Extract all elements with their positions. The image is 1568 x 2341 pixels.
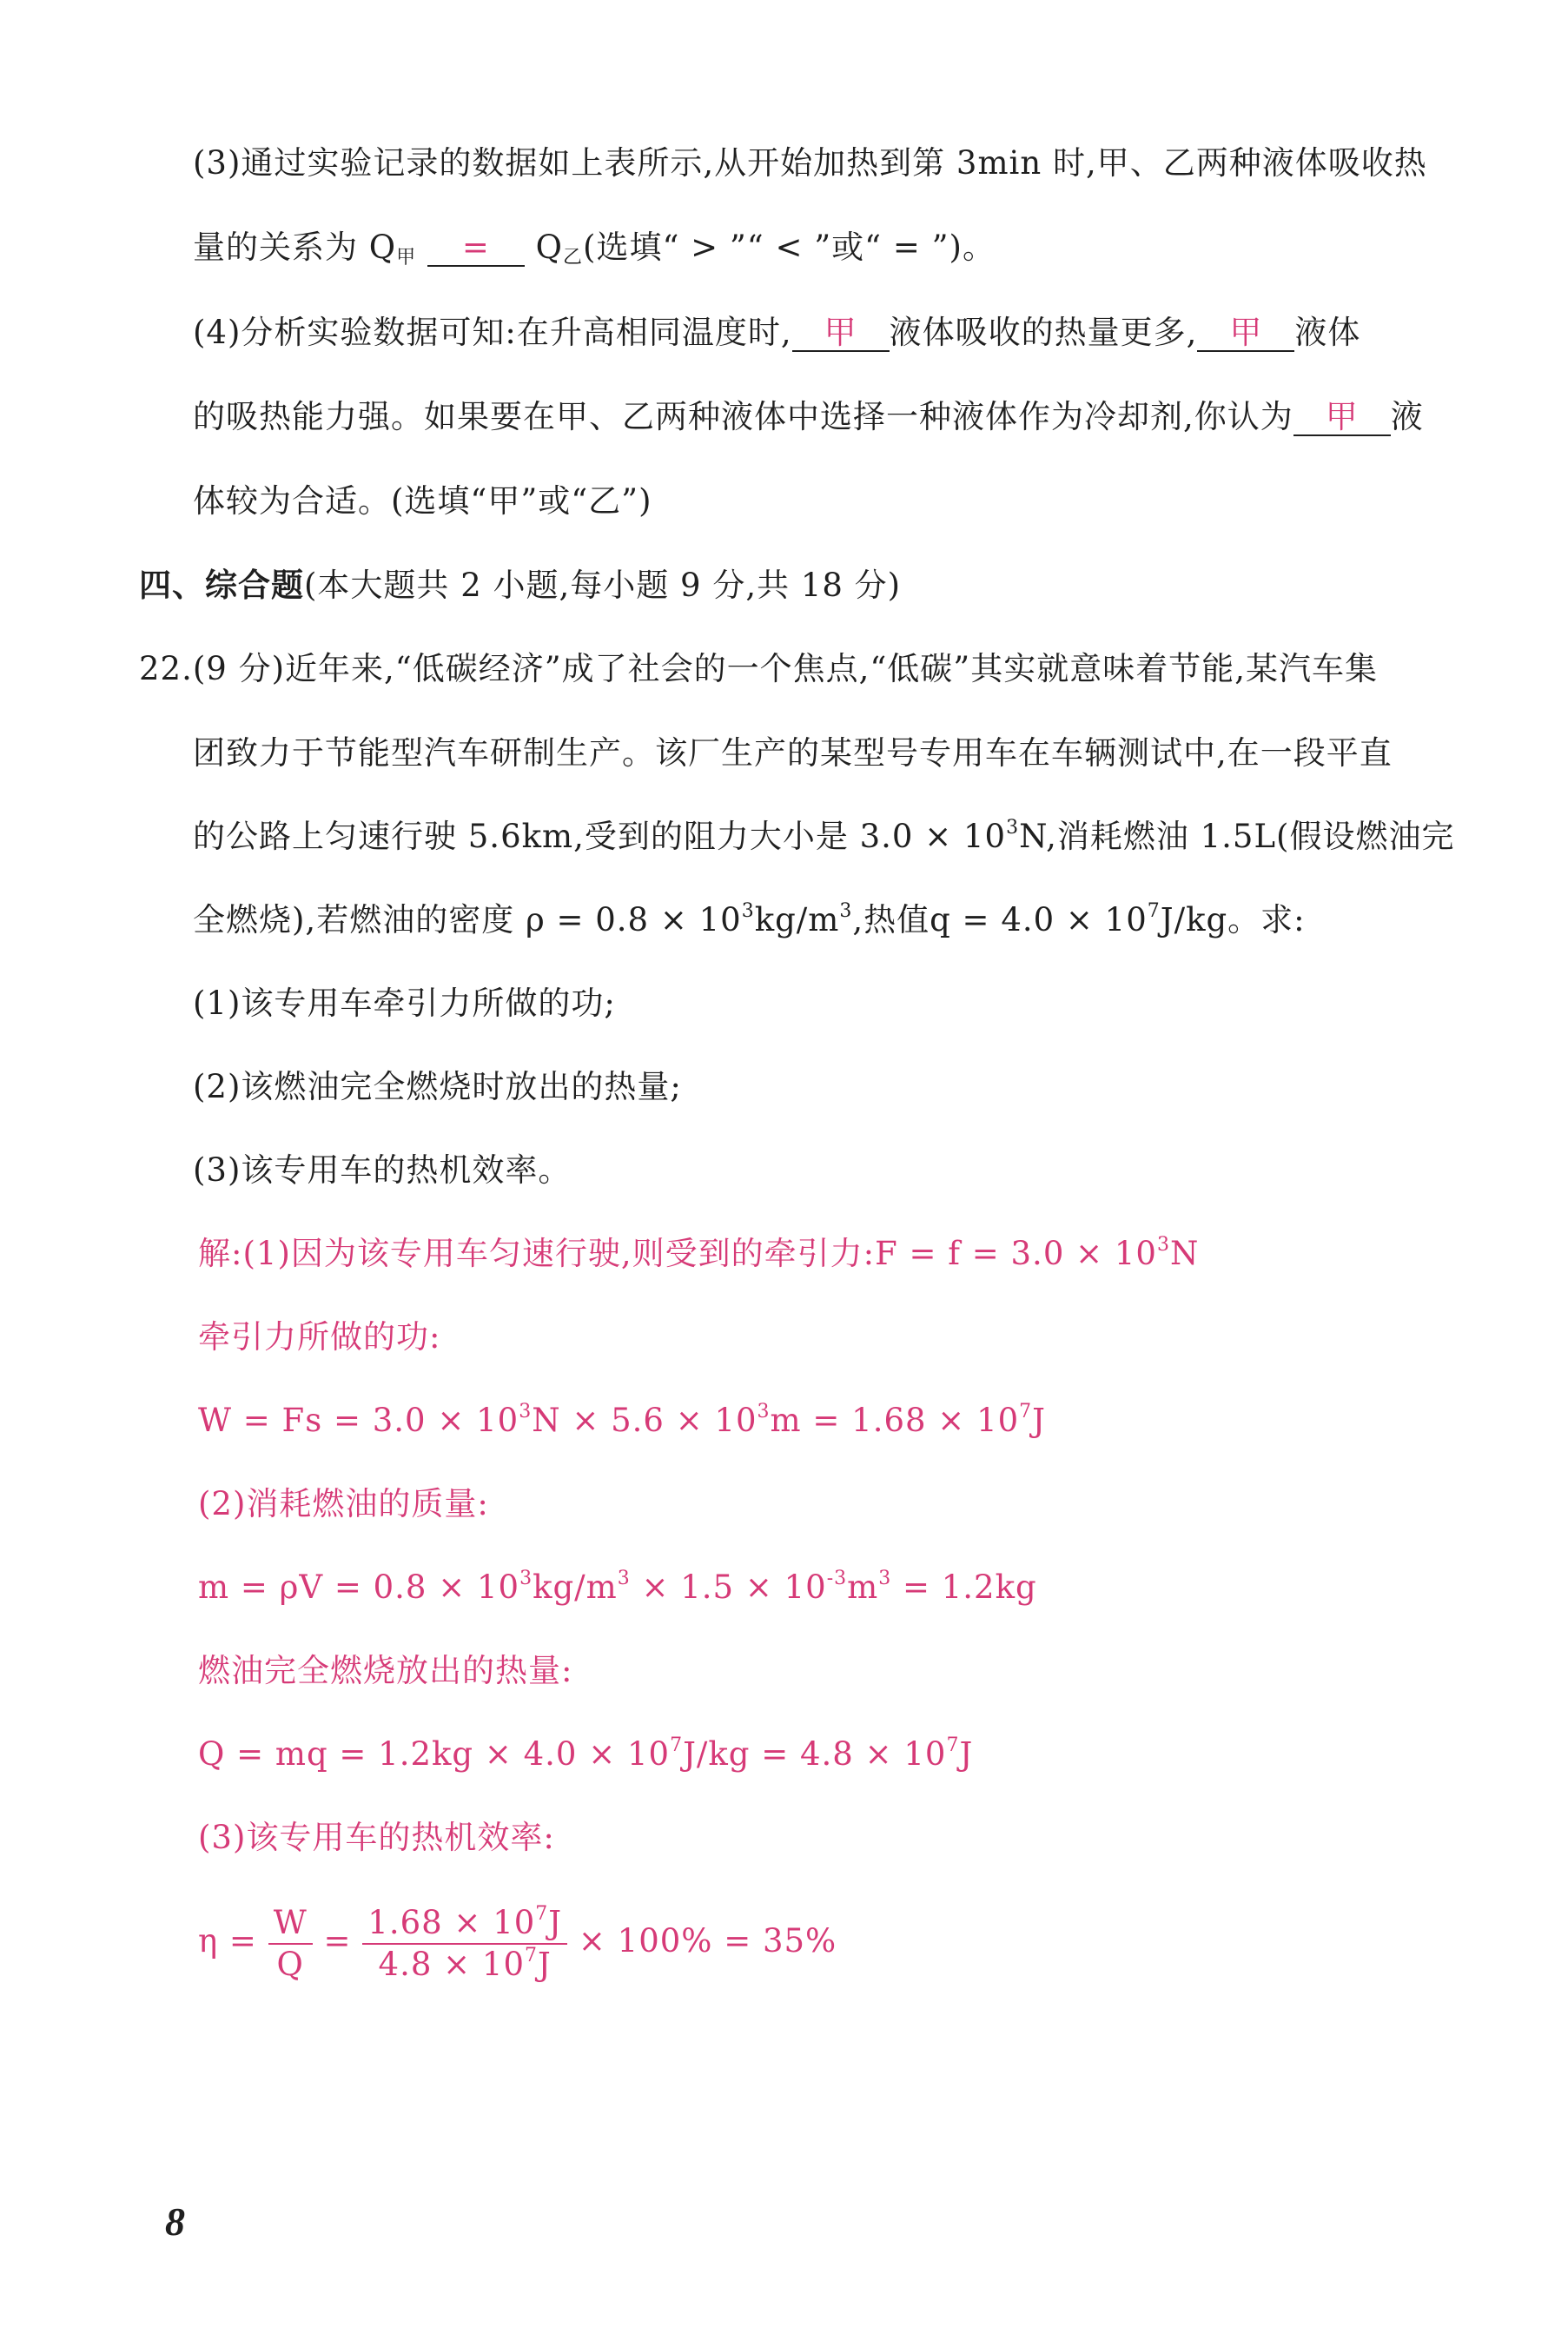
solution-line7: Q = mq = $1.2kg \times 4.0 \times 10^7J/kg = 4.8 \times 10^7J$ [198, 1734, 974, 1773]
solution-line4: (2)消耗燃油的质量: [198, 1485, 489, 1522]
q21-part4-line2: 的吸热能力强。如果要在甲、乙两种液体中选择一种液体作为冷却剂,你认为 甲 液 [193, 398, 1424, 435]
fraction-numeric: $\frac{1.68 \times 10^7J}{4.8 \times 10^7J}$ [362, 1903, 567, 1985]
q22-line2: 团致力于节能型汽车研制生产。该厂生产的某型号专用车在车辆测试中,在一段平直 [193, 734, 1393, 772]
section-note: (本大题共 2 小题,每小题 9 分,共 18 分) [304, 567, 902, 604]
solution-line5: $m = \rho V = 0.8 \times 10^3kg/m^3 \times 1.5 \times 10^{-3}m^3 = 1.2kg$ [198, 1568, 1037, 1606]
q21-part3-line2: 量的关系为 $Q_甲 = Q_乙$(选填“ > ”“ < ”或“ = ”)。 [193, 229, 996, 269]
fraction-w-over-q: $\frac{W}{Q}$ [268, 1903, 313, 1985]
section-title: 四、综合题 [139, 566, 304, 604]
q22-line1: 22.(9 分)近年来,“低碳经济”成了社会的一个焦点,“低碳”其实就意味着节能,某汽车集 [139, 650, 1378, 687]
solution-line8: (3)该专用车的热机效率: [198, 1819, 555, 1856]
q22-sub2: (2)该燃油完全燃烧时放出的热量; [193, 1068, 682, 1105]
q22-line4: 全燃烧),若燃油的密度 $\rho = 0.8 \times 10^3kg/m^3$,热值$q = 4.0 \times 10^7J/kg$。求: [193, 900, 1306, 938]
q21-part3-line1: (3)通过实验记录的数据如上表所示,从开始加热到第 3min 时,甲、乙两种液体吸收热 [193, 144, 1427, 182]
q21-part4-line3: 体较为合适。(选填“甲”或“乙”) [193, 482, 652, 520]
section-heading [139, 563, 901, 607]
q22-line3: 的公路上匀速行驶 5.6km,受到的阻力大小是 $3.0 \times 10^3N$,消耗燃油 1.5L(假设燃油完 [193, 817, 1455, 855]
solution-line3: $W = Fs = 3.0 \times 10^3N \times 5.6 \times 10^3m = 1.68 \times 10^7J$ [198, 1401, 1046, 1439]
answer-blank-more-heat: 甲 [792, 315, 890, 352]
q22-sub3: (3)该专用车的热机效率。 [193, 1151, 572, 1189]
solution-line2: 牵引力所做的功: [198, 1318, 441, 1356]
q21-part4-line1: (4)分析实验数据可知:在升高相同温度时, 甲 液体吸收的热量更多, 甲 液体 [193, 314, 1361, 351]
solution-line6: 燃油完全燃烧放出的热量: [198, 1652, 573, 1689]
q22-sub1: (1)该专用车牵引力所做的功; [193, 985, 616, 1022]
efficiency-formula: η = $\frac{W}{Q}$ = $\frac{1.68 \times 10^7J}{4.8 \times 10^7J}$ × 100% = 35% [198, 1902, 837, 1983]
page-number: 8 [165, 2199, 185, 2244]
answer-blank-coolant: 甲 [1293, 400, 1391, 436]
answer-blank-heat-capacity: 甲 [1197, 315, 1294, 352]
solution-line1: 解:(1)因为该专用车匀速行驶,则受到的牵引力:F = $f = 3.0 \times 10^3N$ [198, 1234, 1200, 1272]
answer-blank-comparison: = [427, 230, 525, 267]
